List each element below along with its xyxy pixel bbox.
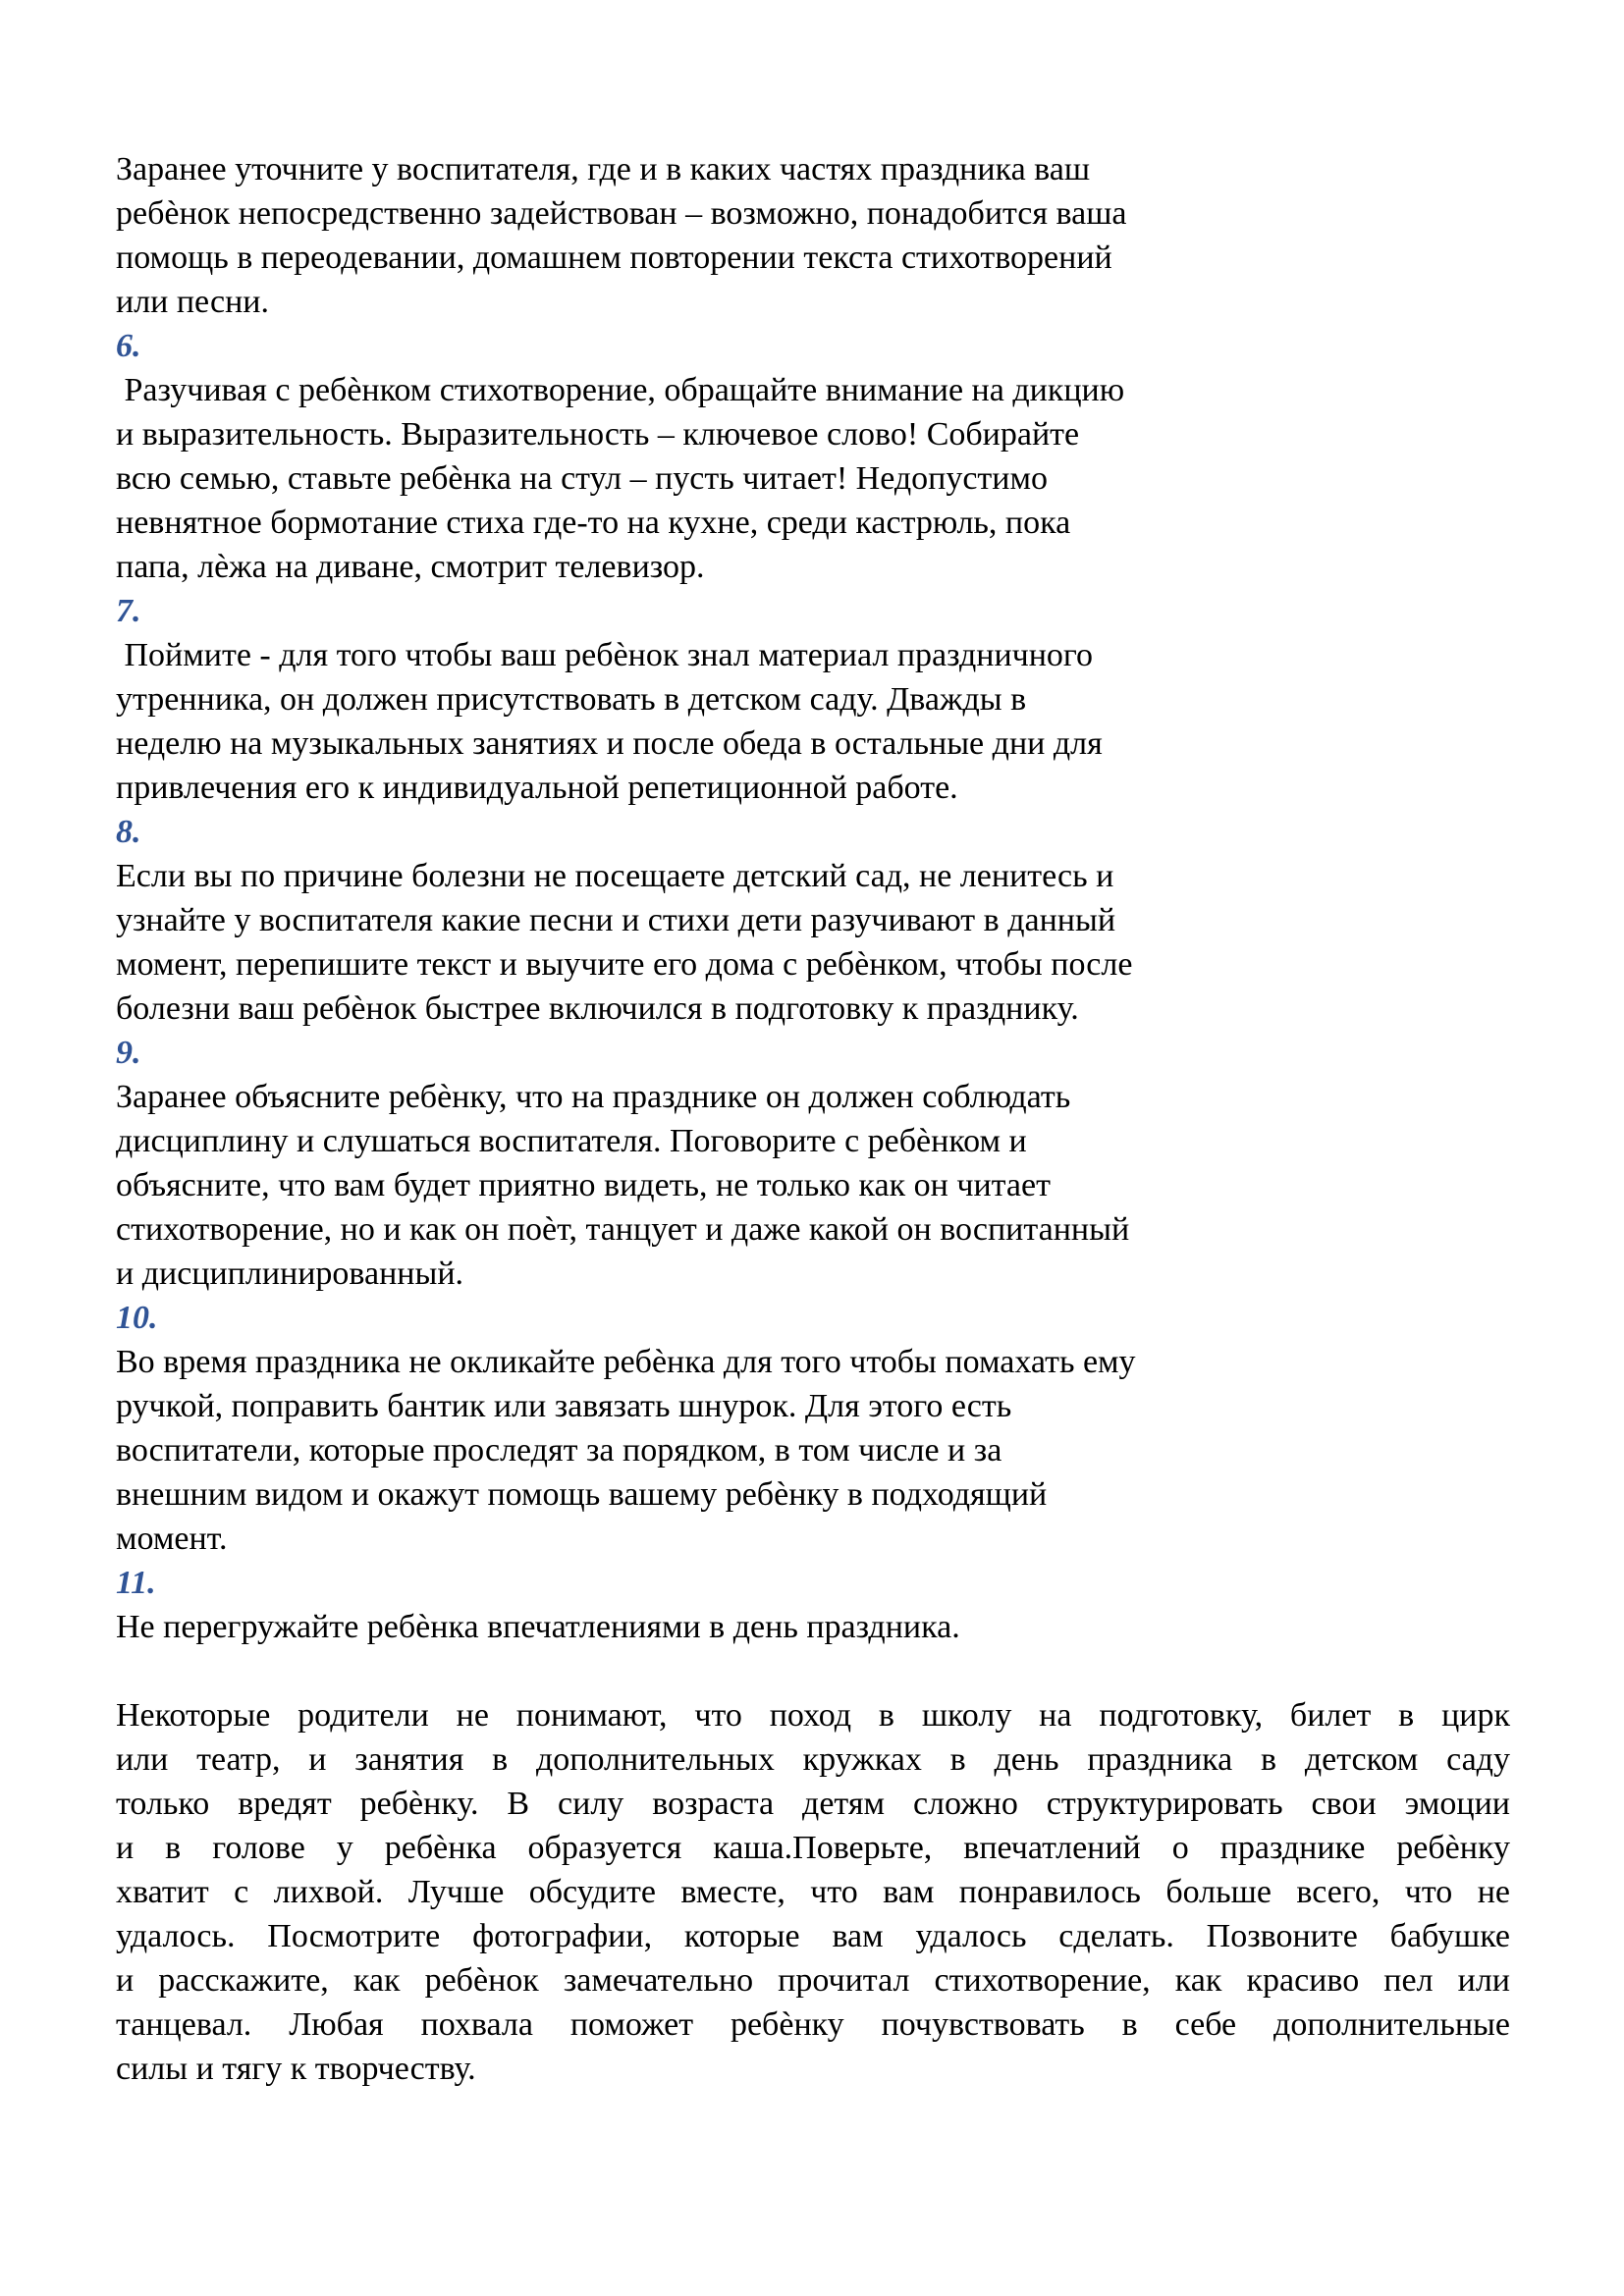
list-item-number: 6.	[116, 328, 141, 364]
text-line: объясните, что вам будет приятно видеть, не только как он читает	[116, 1167, 1051, 1203]
list-item-number: 11.	[116, 1565, 156, 1601]
text-line: стихотворение, но и как он поѐт, танцует и даже какой он воспитанный	[116, 1211, 1130, 1248]
text-line: невнятное бормотание стиха где-то на кухне, среди кастрюль, пока	[116, 505, 1071, 541]
text-line: и дисциплинированный.	[116, 1255, 464, 1292]
blank-line	[116, 1649, 1510, 1693]
text-line: удалось. Посмотрите фотографии, которые вам удалось сделать. Позвоните бабушке	[116, 1918, 1510, 1954]
text-line: Разучивая с ребѐнком стихотворение, обращайте внимание на дикцию	[116, 372, 1125, 408]
text-line: хватит с лихвой. Лучше обсудите вместе, что вам понравилось больше всего, что не	[116, 1874, 1510, 1910]
text-line: танцевал. Любая похвала поможет ребѐнку почувствовать в себе дополнительные	[116, 2006, 1510, 2043]
document-text-block	[116, 147, 1510, 2091]
text-line: неделю на музыкальных занятиях и после обеда в остальные дни для	[116, 725, 1103, 762]
text-line: момент.	[116, 1521, 228, 1557]
text-line: и в голове у ребѐнка образуется каша.Поверьте, впечатлений о празднике ребѐнку	[116, 1830, 1510, 1866]
text-line: Поймите - для того чтобы ваш ребѐнок знал материал праздничного	[116, 637, 1094, 673]
text-line: и выразительность. Выразительность – ключевое слово! Собирайте	[116, 416, 1080, 453]
text-line: или песни.	[116, 284, 269, 320]
text-line: дисциплину и слушаться воспитателя. Поговорите с ребѐнком и	[116, 1123, 1027, 1159]
list-item-number: 10.	[116, 1300, 158, 1336]
text-line: болезни ваш ребѐнок быстрее включился в подготовку к празднику.	[116, 990, 1079, 1027]
text-line: всю семью, ставьте ребѐнка на стул – пусть читает! Недопустимо	[116, 460, 1048, 497]
text-line: воспитатели, которые проследят за порядком, в том числе и за	[116, 1432, 1002, 1468]
text-line: силы и тягу к творчеству.	[116, 2051, 476, 2087]
text-line: привлечения его к индивидуальной репетиционной работе.	[116, 770, 958, 806]
text-line: Некоторые родители не понимают, что поход в школу на подготовку, билет в цирк	[116, 1697, 1510, 1734]
text-line: Заранее уточните у воспитателя, где и в каких частях праздника ваш	[116, 151, 1091, 187]
text-line: и расскажите, как ребѐнок замечательно прочитал стихотворение, как красиво пел или	[116, 1962, 1510, 1999]
text-line: внешним видом и окажут помощь вашему ребѐнку в подходящий	[116, 1476, 1048, 1513]
list-item-number: 9.	[116, 1035, 141, 1071]
text-line: Во время праздника не окликайте ребѐнка для того чтобы помахать ему	[116, 1344, 1136, 1380]
text-line: утренника, он должен присутствовать в детском саду. Дважды в	[116, 681, 1027, 718]
text-line: только вредят ребѐнку. В силу возраста детям сложно структурировать свои эмоции	[116, 1786, 1510, 1822]
text-line: момент, перепишите текст и выучите его дома с ребѐнком, чтобы после	[116, 946, 1133, 983]
text-line: Если вы по причине болезни не посещаете детский сад, не ленитесь и	[116, 858, 1114, 894]
list-item-number: 7.	[116, 593, 141, 629]
text-line: помощь в переодевании, домашнем повторении текста стихотворений	[116, 240, 1112, 276]
text-line: Не перегружайте ребѐнка впечатлениями в день праздника.	[116, 1609, 960, 1645]
text-line: ребѐнок непосредственно задействован – возможно, понадобится ваша	[116, 195, 1127, 232]
text-line: или театр, и занятия в дополнительных кружках в день праздника в детском саду	[116, 1741, 1510, 1778]
list-item-number: 8.	[116, 814, 141, 850]
text-line: Заранее объясните ребѐнку, что на празднике он должен соблюдать	[116, 1079, 1071, 1115]
text-line: папа, лѐжа на диване, смотрит телевизор.	[116, 549, 705, 585]
text-line: ручкой, поправить бантик или завязать шнурок. Для этого есть	[116, 1388, 1012, 1424]
text-line: узнайте у воспитателя какие песни и стихи дети разучивают в данный	[116, 902, 1116, 938]
